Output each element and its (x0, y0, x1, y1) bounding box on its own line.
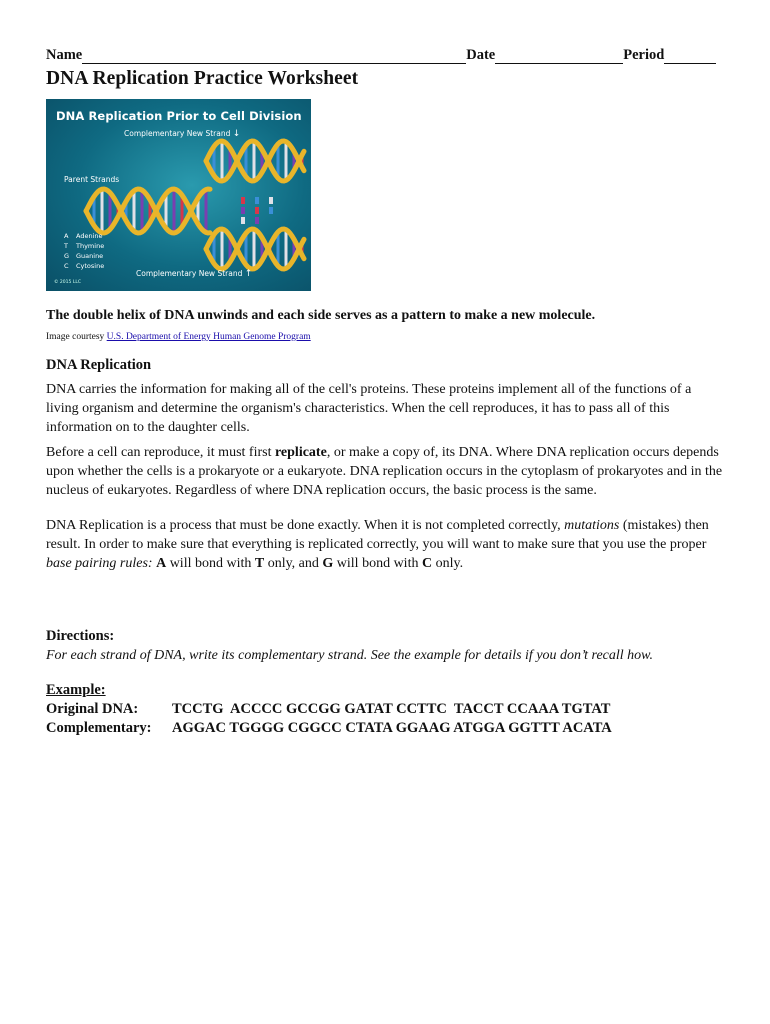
paragraph-1: DNA carries the information for making all of the cell's proteins. These proteins implement all of the functions of a living organism and determine the organism's characteristics. When the cell reproduces, it has to pass all of this information on to the daughter cells. (46, 382, 692, 435)
legend-entry: G Guanine (64, 252, 104, 260)
dna-replication-figure (46, 99, 311, 291)
free-nucleotide (241, 217, 245, 224)
name-blank[interactable] (82, 49, 466, 64)
free-nucleotide (255, 207, 259, 214)
page-title: DNA Replication Practice Worksheet (46, 68, 359, 89)
legend-entry: C Cytosine (64, 262, 105, 270)
complementary-label: Complementary: (46, 720, 152, 736)
free-nucleotide (255, 217, 259, 224)
term-base-pairing-rules: base pairing rules: (46, 556, 153, 571)
figure-label-parent: Parent Strands (64, 175, 120, 184)
directions-label: Directions: (46, 628, 115, 644)
directions-text: For each strand of DNA, write its complementary strand. See the example for details if you don’t recall how. (46, 648, 653, 663)
date-label: Date (466, 47, 496, 63)
paragraph-3: DNA Replication is a process that must be done exactly. When it is not completed correctly, mutations (mistakes) then result. In order to make sure that everything is replicated correctly, you will want to make sure that you use the proper base pairing rules: A will bond with T only, and G will bond with C only. (46, 518, 709, 571)
directions (46, 627, 726, 665)
figure-label-top: Complementary New Strand ↓ (124, 129, 241, 139)
example-complementary-row (46, 719, 726, 738)
arrow-up-icon: ↑ (244, 269, 253, 279)
student-info-line (46, 46, 726, 64)
figure-caption: The double helix of DNA unwinds and each side serves as a pattern to make a new molecule. (46, 308, 596, 323)
legend-entry: A Adenine (64, 232, 103, 240)
period-blank[interactable] (664, 49, 716, 64)
worksheet-page (46, 46, 726, 738)
arrow-down-icon: ↓ (232, 129, 241, 139)
figure-copyright: © 2015 LLC (54, 280, 81, 285)
date-blank[interactable] (495, 49, 623, 64)
credit-link[interactable]: U.S. Department of Energy Human Genome Program (106, 332, 311, 342)
image-credit: Image courtesy U.S. Department of Energy Human Genome Program (46, 332, 311, 342)
original-dna-value: TCCTG ACCCC GCCGG GATAT CCTTC TACCT CCAAA TGTAT (172, 701, 611, 717)
figure-label-bottom: Complementary New Strand ↑ (136, 269, 253, 279)
period-label: Period (623, 47, 665, 63)
original-dna-label: Original DNA: (46, 701, 139, 717)
name-label: Name (46, 47, 83, 63)
base-legend (64, 231, 104, 271)
legend-entry: T Thymine (64, 242, 105, 250)
example-heading: Example: (46, 682, 106, 698)
term-mutations: mutations (564, 518, 620, 533)
term-replicate: replicate (274, 445, 327, 460)
section-heading: DNA Replication (46, 357, 152, 373)
free-nucleotide (255, 197, 259, 204)
free-nucleotide (241, 197, 245, 204)
example-original-row (46, 700, 726, 719)
complementary-value: AGGAC TGGGG CGGCC CTATA GGAAG ATGGA GGTTT ACATA (172, 720, 612, 736)
paragraph-2: Before a cell can reproduce, it must first replicate, or make a copy of, its DNA. Where DNA replication occurs depends upon whether the cells is a prokaryote or a eukaryote. DNA replication occurs in the cytoplasm of prokaryotes and in the nucleus of eukaryotes. Regardless of where DNA replication occurs, the basic process is the same. (46, 445, 723, 498)
free-nucleotide (269, 197, 273, 204)
figure-title: DNA Replication Prior to Cell Division (56, 109, 302, 123)
free-nucleotide (241, 207, 245, 214)
free-nucleotide (269, 207, 273, 214)
example-block (46, 681, 726, 738)
